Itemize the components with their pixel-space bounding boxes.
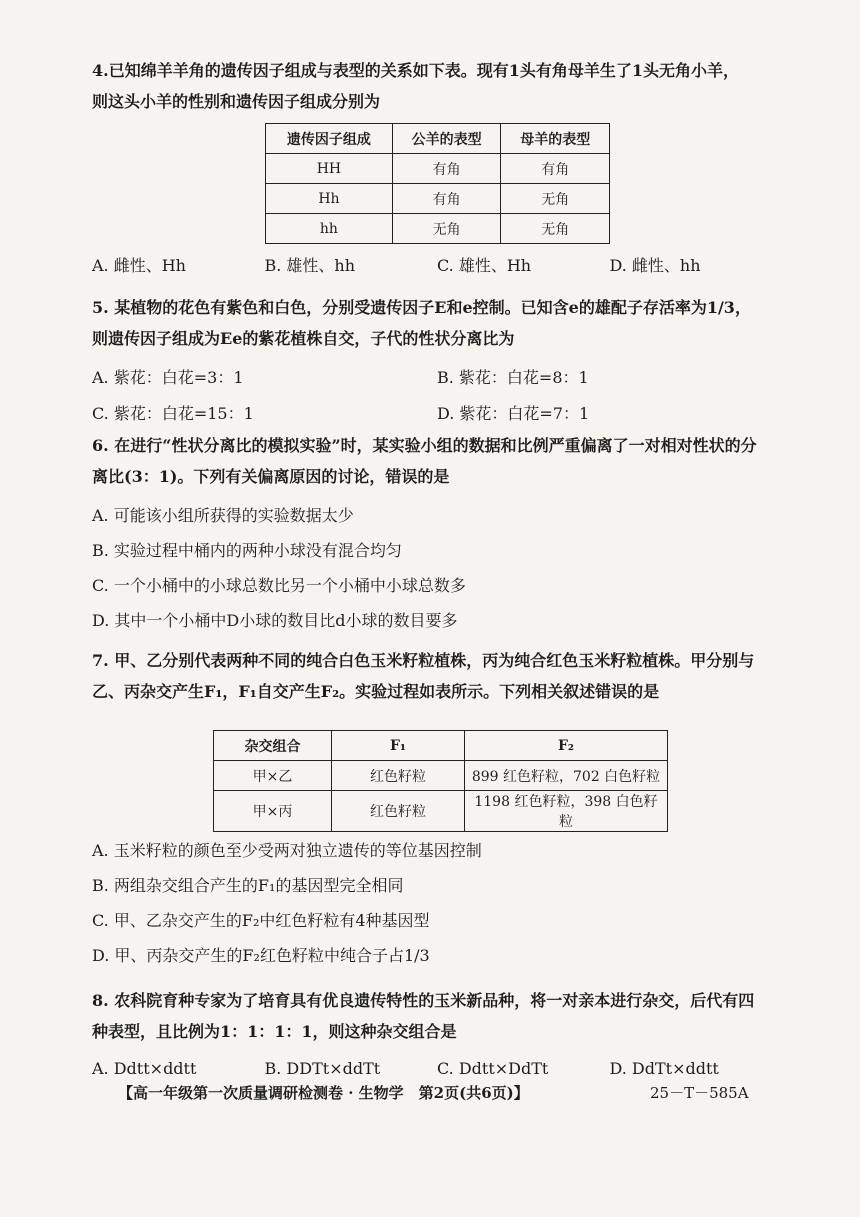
option-d: D. DdTt×ddtt bbox=[609, 1059, 719, 1078]
option-a: A. 雌性、Hh bbox=[92, 256, 186, 275]
page-footer bbox=[0, 1082, 860, 1106]
footer-title: 【高一年级第一次质量调研检测卷 · 生物学 第2页(共6页)】 bbox=[118, 1084, 529, 1102]
option-a: A. 可能该小组所获得的实验数据太少 bbox=[92, 506, 354, 525]
table-row bbox=[214, 791, 668, 832]
table-header: 杂交组合 bbox=[214, 731, 332, 761]
table-row bbox=[266, 214, 610, 244]
question-7-stem-2: 乙、丙杂交产生F₁，F₁自交产生F₂。实验过程如表所示。下列相关叙述错误的是 bbox=[92, 682, 660, 701]
question-8-stem: 8. 农科院育种专家为了培育具有优良遗传特性的玉米新品种，将一对亲本进行杂交，后代有四 bbox=[92, 991, 755, 1010]
table-row bbox=[266, 184, 610, 214]
question-7 bbox=[92, 645, 782, 707]
table-header-row bbox=[266, 124, 610, 154]
question-6-stem-2: 离比(3：1)。下列有关偏离原因的讨论，错误的是 bbox=[92, 467, 450, 486]
table-cell: 无角 bbox=[501, 184, 610, 214]
table-cell: 甲×丙 bbox=[214, 791, 332, 832]
table-cell: 红色籽粒 bbox=[332, 761, 465, 791]
option-d: D. 紫花：白花=7：1 bbox=[437, 404, 590, 423]
table-row bbox=[266, 154, 610, 184]
q7-table bbox=[213, 730, 668, 832]
option-d: D. 其中一个小桶中D小球的数目比d小球的数目要多 bbox=[92, 611, 458, 630]
q4-table bbox=[265, 123, 610, 244]
question-8 bbox=[92, 985, 782, 1084]
table-header: 公羊的表型 bbox=[392, 124, 501, 154]
question-7-stem: 7. 甲、乙分别代表两种不同的纯合白色玉米籽粒植株，丙为纯合红色玉米籽粒植株。甲分别与 bbox=[92, 651, 755, 670]
option-c: C. Ddtt×DdTt bbox=[437, 1059, 549, 1078]
option-b: B. 紫花：白花=8：1 bbox=[437, 368, 589, 387]
question-6-stem: 6. 在进行“性状分离比的模拟实验”时，某实验小组的数据和比例严重偏离了一对相对性状的分 bbox=[92, 436, 757, 455]
option-d: D. 雌性、hh bbox=[609, 256, 701, 275]
option-c: C. 雄性、Hh bbox=[437, 256, 532, 275]
option-d: D. 甲、丙杂交产生的F₂红色籽粒中纯合子占1/3 bbox=[92, 946, 430, 965]
question-5-stem: 5. 某植物的花色有紫色和白色，分别受遗传因子E和e控制。已知含e的雄配子存活率为1/3， bbox=[92, 298, 751, 317]
option-b: B. 实验过程中桶内的两种小球没有混合均匀 bbox=[92, 541, 402, 560]
table-cell: 无角 bbox=[392, 214, 501, 244]
table-cell: 1198 红色籽粒，398 白色籽粒 bbox=[465, 791, 668, 832]
question-4-options bbox=[92, 250, 782, 281]
table-cell: HH bbox=[266, 154, 393, 184]
table-header: F₁ bbox=[332, 731, 465, 761]
question-4 bbox=[92, 55, 782, 117]
table-row bbox=[214, 761, 668, 791]
table-header: 母羊的表型 bbox=[501, 124, 610, 154]
question-4-stem bbox=[92, 55, 782, 86]
stem-line-1: 已知绵羊羊角的遗传因子组成与表型的关系如下表。现有1头有角母羊生了1头无角小羊， bbox=[108, 61, 739, 80]
option-a: A. 玉米籽粒的颜色至少受两对独立遗传的等位基因控制 bbox=[92, 841, 482, 860]
option-b: B. 两组杂交组合产生的F₁的基因型完全相同 bbox=[92, 876, 404, 895]
question-8-stem-2: 种表型，且比例为1：1：1：1，则这种杂交组合是 bbox=[92, 1022, 457, 1041]
table-cell: 有角 bbox=[392, 154, 501, 184]
option-a: A. 紫花：白花=3：1 bbox=[92, 368, 244, 387]
question-7-options bbox=[92, 835, 782, 971]
question-5 bbox=[92, 292, 782, 429]
table-header: 遗传因子组成 bbox=[266, 124, 393, 154]
table-cell: 有角 bbox=[501, 154, 610, 184]
question-number: 4. bbox=[92, 61, 109, 80]
table-cell: 有角 bbox=[392, 184, 501, 214]
table-cell: 无角 bbox=[501, 214, 610, 244]
table-header-row bbox=[214, 731, 668, 761]
option-b: B. 雄性、hh bbox=[264, 256, 356, 275]
table-cell: hh bbox=[266, 214, 393, 244]
option-b: B. DDTt×ddTt bbox=[264, 1059, 381, 1078]
option-a: A. Ddtt×ddtt bbox=[92, 1059, 197, 1078]
option-c: C. 甲、乙杂交产生的F₂中红色籽粒有4种基因型 bbox=[92, 911, 430, 930]
table-cell: Hh bbox=[266, 184, 393, 214]
table-cell: 红色籽粒 bbox=[332, 791, 465, 832]
table-cell: 899 红色籽粒，702 白色籽粒 bbox=[465, 761, 668, 791]
question-6 bbox=[92, 430, 782, 636]
footer-code: 25－T－585A bbox=[650, 1084, 749, 1102]
option-c: C. 一个小桶中的小球总数比另一个小桶中小球总数多 bbox=[92, 576, 466, 595]
table-cell: 甲×乙 bbox=[214, 761, 332, 791]
question-5-stem-2: 则遗传因子组成为Ee的紫花植株自交，子代的性状分离比为 bbox=[92, 329, 515, 348]
option-c: C. 紫花：白花=15：1 bbox=[92, 404, 254, 423]
table-header: F₂ bbox=[465, 731, 668, 761]
question-4-stem-2: 则这头小羊的性别和遗传因子组成分别为 bbox=[92, 92, 381, 111]
